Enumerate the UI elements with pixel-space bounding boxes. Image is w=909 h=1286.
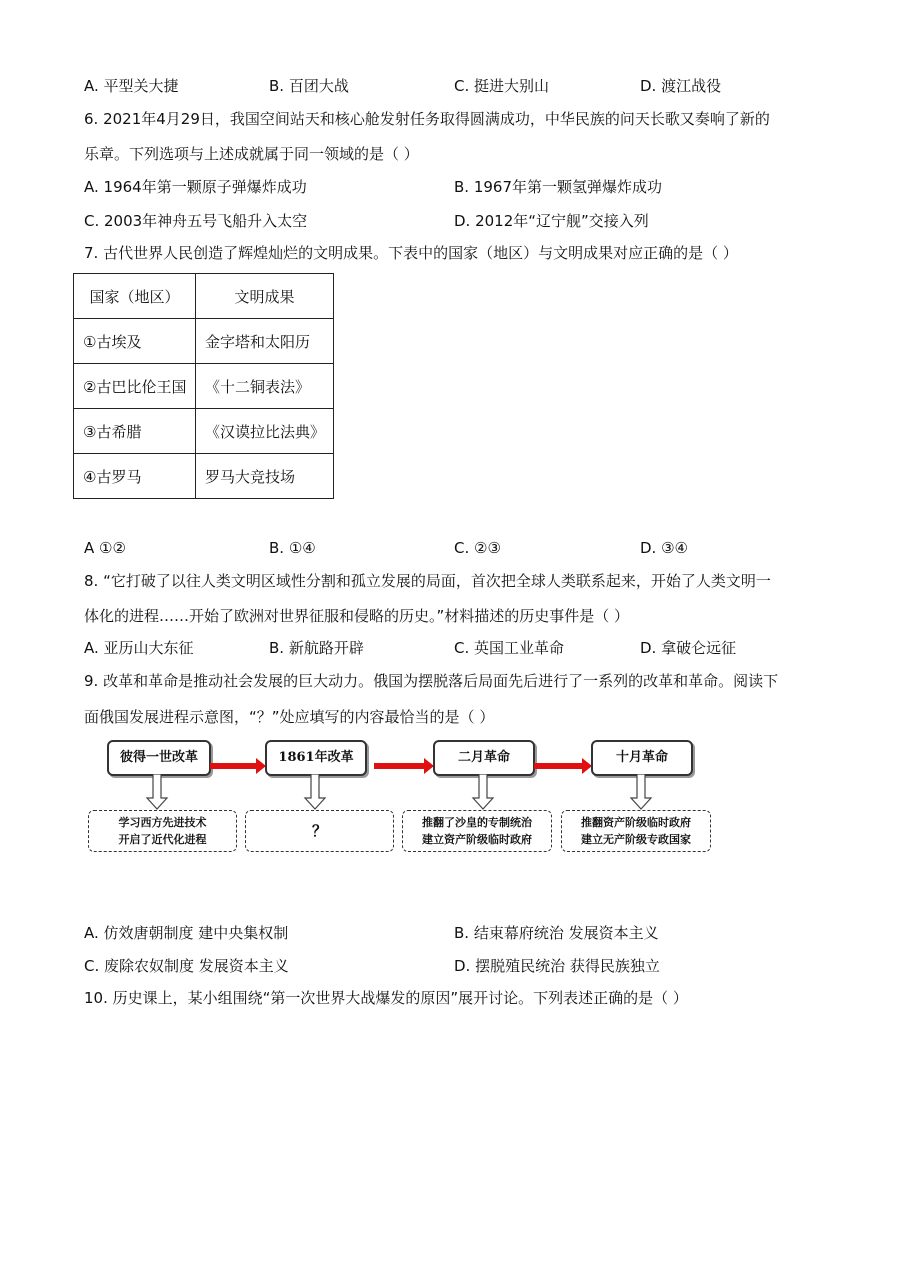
- q7-option-a: A ①②: [84, 539, 126, 557]
- stage-box-february-revolution: 二月革命: [433, 740, 535, 776]
- result-line: 建立资产阶级临时政府: [422, 833, 532, 846]
- table-header-row: [74, 274, 334, 319]
- result-line: 开启了近代化进程: [118, 833, 207, 846]
- q6-stem-line1: 6. 2021年4月29日，我国空间站天和核心舱发射任务取得圆满成功，中华民族的问天长歌又奏响了新的: [84, 110, 770, 128]
- right-arrow-icon: [534, 763, 582, 769]
- q9-option-d: D. 摆脱殖民统治 获得民族独立: [454, 957, 660, 975]
- q6-stem-line2: 乐章。下列选项与上述成就属于同一领域的是（ ）: [84, 145, 419, 163]
- q7-option-c: C. ②③: [454, 539, 501, 557]
- result-box-february-revolution: [402, 810, 552, 852]
- q9-stem-line1: 9. 改革和革命是推动社会发展的巨大动力。俄国为摆脱落后局面先后进行了一系列的改革和革命。阅读下: [84, 672, 779, 690]
- q9-option-c: C. 废除农奴制度 发展资本主义: [84, 957, 289, 975]
- result-box-peter-reform: [88, 810, 237, 852]
- q7-stem: 7. 古代世界人民创造了辉煌灿烂的文明成果。下表中的国家（地区）与文明成果对应正确的是（ ）: [84, 244, 738, 262]
- down-arrow-icon: [629, 774, 653, 810]
- q10-stem: 10. 历史课上，某小组围绕“第一次世界大战爆发的原因”展开讨论。下列表述正确的是（ ）: [84, 989, 688, 1007]
- result-line: 建立无产阶级专政国家: [581, 833, 691, 846]
- table-cell: ①古埃及: [74, 319, 196, 364]
- civilization-table: [73, 273, 334, 499]
- q6-option-b: B. 1967年第一颗氢弹爆炸成功: [454, 178, 663, 196]
- table-header-country: 国家（地区）: [74, 274, 196, 319]
- q6-option-c: C. 2003年神舟五号飞船升入太空: [84, 212, 308, 230]
- q7-option-d: D. ③④: [640, 539, 688, 557]
- table-row: [74, 319, 334, 364]
- down-arrow-icon: [145, 774, 169, 810]
- table-header-achievement: 文明成果: [196, 274, 334, 319]
- q5-option-c: C. 挺进大别山: [454, 77, 550, 95]
- q7-option-b: B. ①④: [269, 539, 316, 557]
- table-cell: ②古巴比伦王国: [74, 364, 196, 409]
- table-cell: 罗马大竞技场: [196, 454, 334, 499]
- down-arrow-icon: [303, 774, 327, 810]
- table-row: [74, 409, 334, 454]
- q8-option-d: D. 拿破仑远征: [640, 639, 737, 657]
- q5-option-a: A. 平型关大捷: [84, 77, 179, 95]
- result-box-1861-reform-blank: [245, 810, 394, 852]
- right-arrow-icon: [374, 763, 424, 769]
- table-row: [74, 364, 334, 409]
- table-cell: 《汉谟拉比法典》: [196, 409, 334, 454]
- stage-box-peter-reform: 彼得一世改革: [107, 740, 211, 776]
- down-arrow-icon: [471, 774, 495, 810]
- stage-box-october-revolution: 十月革命: [591, 740, 693, 776]
- table-cell: ④古罗马: [74, 454, 196, 499]
- table-row: [74, 454, 334, 499]
- q9-option-b: B. 结束幕府统治 发展资本主义: [454, 924, 659, 942]
- q8-stem-line1: 8. “它打破了以往人类文明区域性分割和孤立发展的局面，首次把全球人类联系起来，开始了人类文明一: [84, 572, 771, 590]
- result-line: 推翻了沙皇的专制统治: [422, 816, 532, 829]
- q6-option-a: A. 1964年第一颗原子弹爆炸成功: [84, 178, 307, 196]
- q9-option-a: A. 仿效唐朝制度 建中央集权制: [84, 924, 289, 942]
- table-cell: ③古希腊: [74, 409, 196, 454]
- question-mark-placeholder: ？: [311, 821, 327, 840]
- stage-box-1861-reform: 1861年改革: [265, 740, 367, 776]
- result-box-october-revolution: [561, 810, 711, 852]
- table-cell: 《十二铜表法》: [196, 364, 334, 409]
- q9-stem-line2: 面俄国发展进程示意图，“？”处应填写的内容最恰当的是（ ）: [84, 708, 495, 726]
- q8-option-c: C. 英国工业革命: [454, 639, 565, 657]
- q5-option-d: D. 渡江战役: [640, 77, 722, 95]
- table-cell: 金字塔和太阳历: [196, 319, 334, 364]
- right-arrow-icon: [210, 763, 256, 769]
- q8-option-a: A. 亚历山大东征: [84, 639, 194, 657]
- q8-option-b: B. 新航路开辟: [269, 639, 364, 657]
- q6-option-d: D. 2012年“辽宁舰”交接入列: [454, 212, 649, 230]
- q5-option-b: B. 百团大战: [269, 77, 349, 95]
- q8-stem-line2: 体化的进程……开始了欧洲对世界征服和侵略的历史。”材料描述的历史事件是（ ）: [84, 607, 630, 625]
- result-line: 学习西方先进技术: [118, 816, 207, 829]
- result-line: 推翻资产阶级临时政府: [581, 816, 691, 829]
